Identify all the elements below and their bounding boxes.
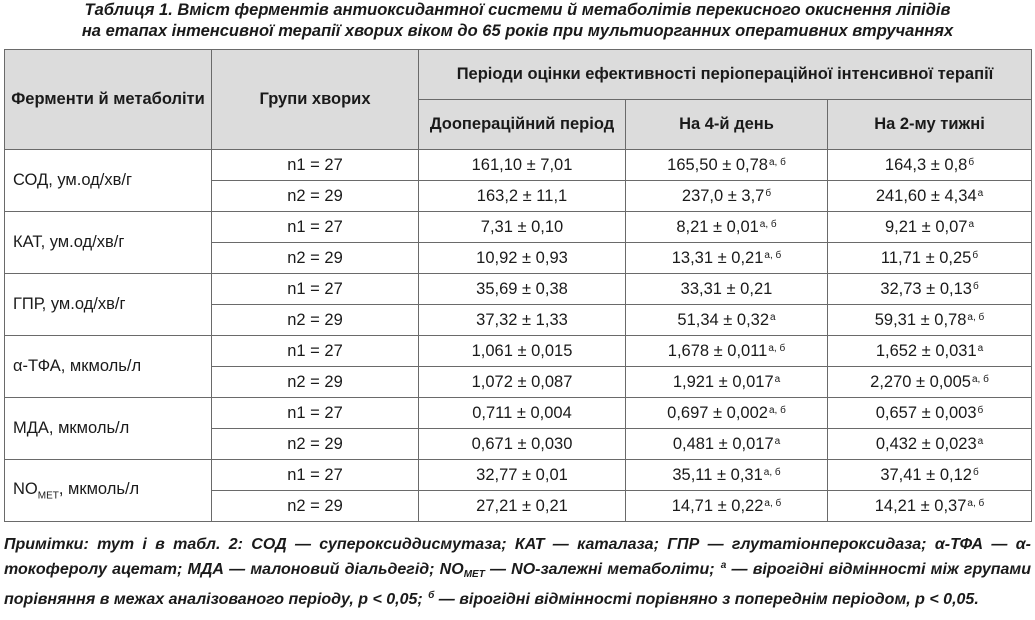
value-text: 1,072 ± 0,087: [471, 372, 573, 391]
value-cell-day4: [626, 398, 828, 429]
value-cell-day4: [626, 336, 828, 367]
value-cell-pre: [419, 491, 626, 522]
group-cell: n2 = 29: [212, 429, 419, 460]
significance-mark: а: [774, 435, 781, 447]
significance-mark: а, б: [768, 404, 786, 416]
group-cell: n1 = 27: [212, 274, 419, 305]
value-cell-day4: [626, 491, 828, 522]
significance-mark: а, б: [768, 342, 786, 354]
value-text: 8,21 ± 0,01: [676, 217, 759, 236]
value-text: 14,21 ± 0,37: [874, 496, 967, 515]
table-body: [5, 150, 1032, 522]
value-text: 0,697 ± 0,002: [667, 403, 768, 422]
significance-mark: а, б: [967, 497, 985, 509]
value-text: 241,60 ± 4,34: [875, 186, 977, 205]
value-cell-pre: [419, 212, 626, 243]
table-header: [5, 50, 1032, 150]
value-text: 59,31 ± 0,78: [874, 310, 967, 329]
group-cell: n2 = 29: [212, 243, 419, 274]
value-cell-day4: [626, 150, 828, 181]
value-cell-day4: [626, 274, 828, 305]
metric-subscript: МЕТ: [37, 490, 59, 502]
value-text: 14,71 ± 0,22: [671, 496, 764, 515]
value-text: 35,69 ± 0,38: [476, 279, 568, 298]
significance-mark: а: [977, 187, 984, 199]
value-cell-day4: [626, 181, 828, 212]
value-cell-pre: [419, 305, 626, 336]
value-text: 1,061 ± 0,015: [471, 341, 573, 360]
value-text: 13,31 ± 0,21: [671, 248, 764, 267]
header-group: Групи хворих: [212, 50, 419, 150]
value-cell-pre: [419, 367, 626, 398]
header-metric: Ферменти й метаболіти: [5, 50, 212, 150]
data-table: [4, 49, 1032, 522]
value-text: 37,32 ± 1,33: [476, 310, 568, 329]
value-text: 163,2 ± 11,1: [476, 186, 568, 205]
value-cell-day4: [626, 367, 828, 398]
table-row: [5, 460, 1032, 491]
table-row: [5, 336, 1032, 367]
group-cell: n2 = 29: [212, 181, 419, 212]
group-cell: n1 = 27: [212, 398, 419, 429]
data-table-container: [4, 49, 1031, 522]
value-cell-week2: [828, 274, 1032, 305]
notes-sup-a: а: [720, 560, 727, 571]
value-cell-day4: [626, 460, 828, 491]
value-cell-week2: [828, 460, 1032, 491]
significance-mark: а, б: [971, 373, 989, 385]
value-text: 27,21 ± 0,21: [476, 496, 568, 515]
significance-mark: а: [968, 218, 974, 230]
value-cell-week2: [828, 150, 1032, 181]
group-cell: n2 = 29: [212, 491, 419, 522]
value-text: 1,678 ± 0,011: [667, 341, 768, 360]
table-row: [5, 150, 1032, 181]
group-cell: n2 = 29: [212, 305, 419, 336]
metric-cell: [5, 398, 212, 460]
caption-line-1: Таблиця 1. Вміст ферментів антиоксидантної системи й метаболітів перекисного окиснення ліпідів: [84, 1, 951, 19]
value-text: 164,3 ± 0,8: [884, 155, 968, 174]
value-cell-pre: [419, 181, 626, 212]
notes-sub: МЕТ: [463, 569, 485, 580]
significance-mark: б: [972, 466, 979, 478]
value-text: 33,31 ± 0,21: [680, 279, 773, 298]
value-cell-week2: [828, 491, 1032, 522]
significance-mark: а, б: [967, 311, 985, 323]
value-text: 165,50 ± 0,78: [667, 155, 768, 174]
value-text: 51,34 ± 0,32: [677, 310, 770, 329]
group-cell: n1 = 27: [212, 150, 419, 181]
value-cell-pre: [419, 150, 626, 181]
header-week2: На 2-му тижні: [828, 100, 1032, 150]
metric-unit: , мкмоль/л: [58, 479, 140, 498]
value-cell-pre: [419, 460, 626, 491]
value-cell-pre: [419, 243, 626, 274]
significance-mark: а, б: [768, 156, 786, 168]
significance-mark: а: [770, 311, 776, 323]
value-text: 0,657 ± 0,003: [875, 403, 977, 422]
significance-mark: а, б: [764, 497, 782, 509]
value-text: 0,432 ± 0,023: [875, 434, 977, 453]
value-text: 2,270 ± 0,005: [870, 372, 971, 391]
metric-label: α-ТФА, мкмоль/л: [13, 357, 142, 375]
table-caption: [0, 0, 1035, 42]
group-cell: n1 = 27: [212, 212, 419, 243]
metric-cell: [5, 150, 212, 212]
value-text: 32,77 ± 0,01: [476, 465, 568, 484]
value-cell-pre: [419, 336, 626, 367]
value-cell-week2: [828, 181, 1032, 212]
notes-part-1: Примітки: тут і в табл. 2: СОД — супероксиддисмутаза; КАТ — каталаза; ГПР — глутатіонпероксидаза; α-ТФА — α-токоферолу ацетат; МДА — малоновий діальдегід; NO: [4, 536, 1031, 578]
metric-label: ГПР, ум.од/хв/г: [13, 295, 126, 313]
significance-mark: а, б: [759, 218, 777, 230]
significance-mark: б: [977, 404, 984, 416]
significance-mark: б: [968, 156, 975, 168]
value-text: 11,71 ± 0,25: [880, 248, 972, 267]
notes-part-4: — вірогідні відмінності порівняно з попереднім періодом, р < 0,05.: [434, 591, 979, 608]
significance-mark: а, б: [763, 466, 781, 478]
value-text: 1,652 ± 0,031: [875, 341, 977, 360]
value-text: 32,73 ± 0,13: [880, 279, 972, 298]
group-cell: n1 = 27: [212, 336, 419, 367]
significance-mark: б: [765, 187, 772, 199]
value-cell-week2: [828, 243, 1032, 274]
value-text: 9,21 ± 0,07: [884, 217, 968, 236]
metric-label: МДА, мкмоль/л: [13, 419, 130, 437]
value-cell-week2: [828, 398, 1032, 429]
notes-part-2: — NO-залежні метаболіти;: [484, 561, 720, 578]
value-cell-day4: [626, 429, 828, 460]
caption-line-2: на етапах інтенсивної терапії хворих віком до 65 років при мультиорганних оперативних втручаннях: [81, 22, 954, 40]
table-row: [5, 274, 1032, 305]
significance-mark: а: [977, 342, 984, 354]
table-row: [5, 398, 1032, 429]
metric-cell: [5, 274, 212, 336]
value-cell-pre: [419, 429, 626, 460]
metric-label: NO: [13, 479, 38, 498]
table-row: [5, 212, 1032, 243]
value-text: 7,31 ± 0,10: [480, 217, 564, 236]
value-cell-day4: [626, 243, 828, 274]
value-cell-week2: [828, 305, 1032, 336]
value-text: 1,921 ± 0,017: [672, 372, 774, 391]
significance-mark: а, б: [764, 249, 782, 261]
metric-label: КАТ, ум.од/хв/г: [13, 233, 125, 251]
value-text: 0,671 ± 0,030: [471, 434, 573, 453]
group-cell: n1 = 27: [212, 460, 419, 491]
value-cell-pre: [419, 398, 626, 429]
header-periods: Періоди оцінки ефективності періопераційної інтенсивної терапії: [419, 50, 1032, 100]
value-cell-week2: [828, 429, 1032, 460]
metric-cell: [5, 460, 212, 522]
metric-label: СОД, ум.од/хв/г: [13, 171, 133, 189]
value-cell-week2: [828, 367, 1032, 398]
metric-cell: [5, 212, 212, 274]
group-cell: n2 = 29: [212, 367, 419, 398]
value-cell-week2: [828, 336, 1032, 367]
header-preop: Доопераційний період: [419, 100, 626, 150]
metric-cell: [5, 336, 212, 398]
notes-sup-b: б: [428, 590, 435, 601]
notes-part-3: — вірогідні відмінності між групами порівняння в межах аналізованого періоду, р < 0,05;: [4, 561, 1032, 608]
significance-mark: а: [977, 435, 984, 447]
value-cell-day4: [626, 212, 828, 243]
table-notes: [4, 534, 1031, 610]
significance-mark: б: [972, 280, 979, 292]
value-text: 237,0 ± 3,7: [681, 186, 765, 205]
significance-mark: а: [774, 373, 781, 385]
value-text: 161,10 ± 7,01: [471, 155, 573, 174]
value-cell-week2: [828, 212, 1032, 243]
value-text: 10,92 ± 0,93: [476, 248, 568, 267]
significance-mark: б: [972, 249, 979, 261]
value-cell-day4: [626, 305, 828, 336]
value-text: 0,481 ± 0,017: [672, 434, 774, 453]
value-text: 35,11 ± 0,31: [672, 465, 763, 484]
value-text: 37,41 ± 0,12: [880, 465, 972, 484]
value-text: 0,711 ± 0,004: [472, 403, 572, 422]
value-cell-pre: [419, 274, 626, 305]
header-day4: На 4-й день: [626, 100, 828, 150]
